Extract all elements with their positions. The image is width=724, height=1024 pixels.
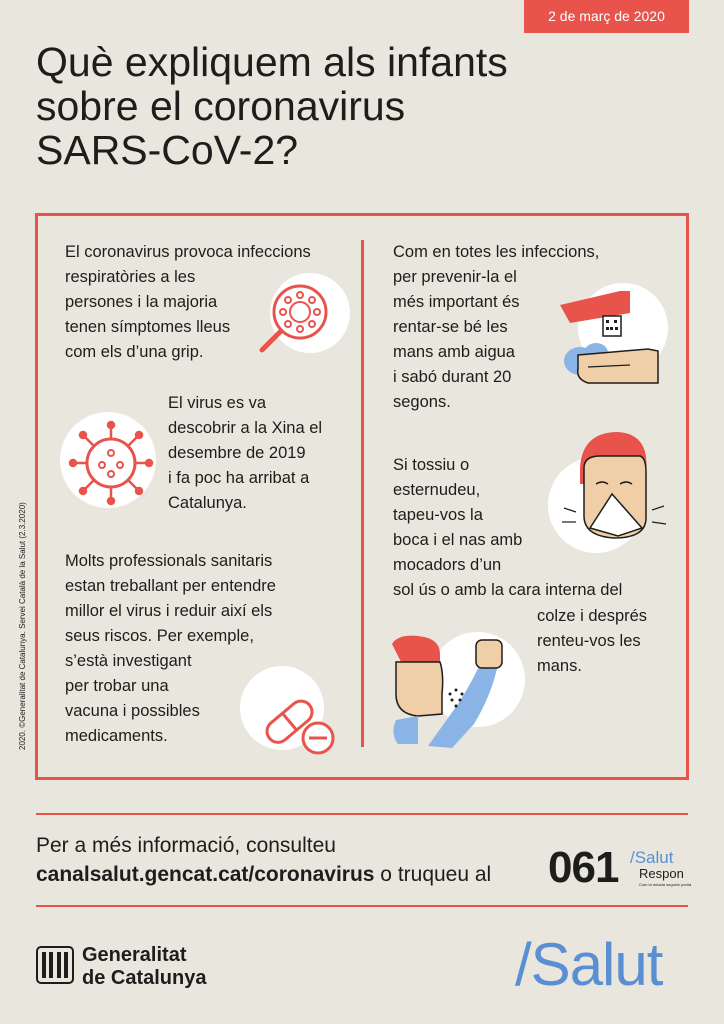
left-text-block-3: Molts professionals sanitaris estan treballant per entendre millor el virus i reduir així els seus riscos. Per exemple, s’està investigant per trobar una vacuna i possibles medicaments. (65, 552, 276, 745)
info-tail: o truqueu al (374, 863, 492, 886)
generalitat-name: Generalitat de Catalunya (82, 944, 207, 989)
respon-label: Respon (639, 866, 684, 881)
column-divider (361, 240, 364, 747)
right-text-block-1: Com en totes les infeccions, per prevenir-la el més important és rentar-se bé les mans amb aigua i sabó durant 20 segons. (393, 243, 600, 411)
title-line: SARS-CoV-2? (36, 127, 299, 173)
date-badge: 2 de març de 2020 (524, 0, 689, 33)
salut-logo: /Salut (515, 931, 663, 998)
generalitat-logo-icon (36, 946, 74, 984)
phone-061[interactable]: 061 (548, 843, 619, 892)
sneeze-icon (560, 428, 668, 548)
footer-rule-top (36, 813, 688, 815)
cough-elbow-icon (388, 634, 528, 749)
virus-icon (66, 418, 156, 508)
respon-tagline: Com la mirada segueix podrà (639, 882, 692, 887)
info-line: Per a més informació, consulteu (36, 834, 336, 857)
right-text-block-2: Si tossiu o esternudeu, tapeu-vos la boca i el nas amb mocadors d’un sol ús o amb la cara interna del (393, 456, 623, 599)
page-title (36, 40, 656, 172)
footer-rule-bottom (36, 905, 688, 907)
right-text-block-3: colze i després renteu-vos les mans. (537, 607, 648, 675)
salut-respon-logo: /Salut (630, 848, 674, 867)
canalsalut-link[interactable]: canalsalut.gencat.cat/coronavirus (36, 863, 375, 886)
info-line-2 (36, 863, 491, 887)
handwash-icon (558, 283, 663, 393)
left-text-block-2: El virus es va descobrir a la Xina el desembre de 2019 i fa poc ha arribat a Catalunya. (168, 394, 323, 512)
pills-icon (258, 688, 338, 758)
left-text-block-1: El coronavirus provoca infeccions respiratòries a les persones i la majoria tenen símptomes lleus com els d’una grip. (65, 243, 311, 361)
title-line: Què expliquem als infants (36, 39, 508, 85)
magnifier-virus-icon (252, 278, 342, 358)
side-credit: 2020. ©Generalitat de Catalunya. Servei Català de la Salut (2.3.2020) (18, 502, 27, 750)
title-line: sobre el coronavirus (36, 83, 406, 129)
